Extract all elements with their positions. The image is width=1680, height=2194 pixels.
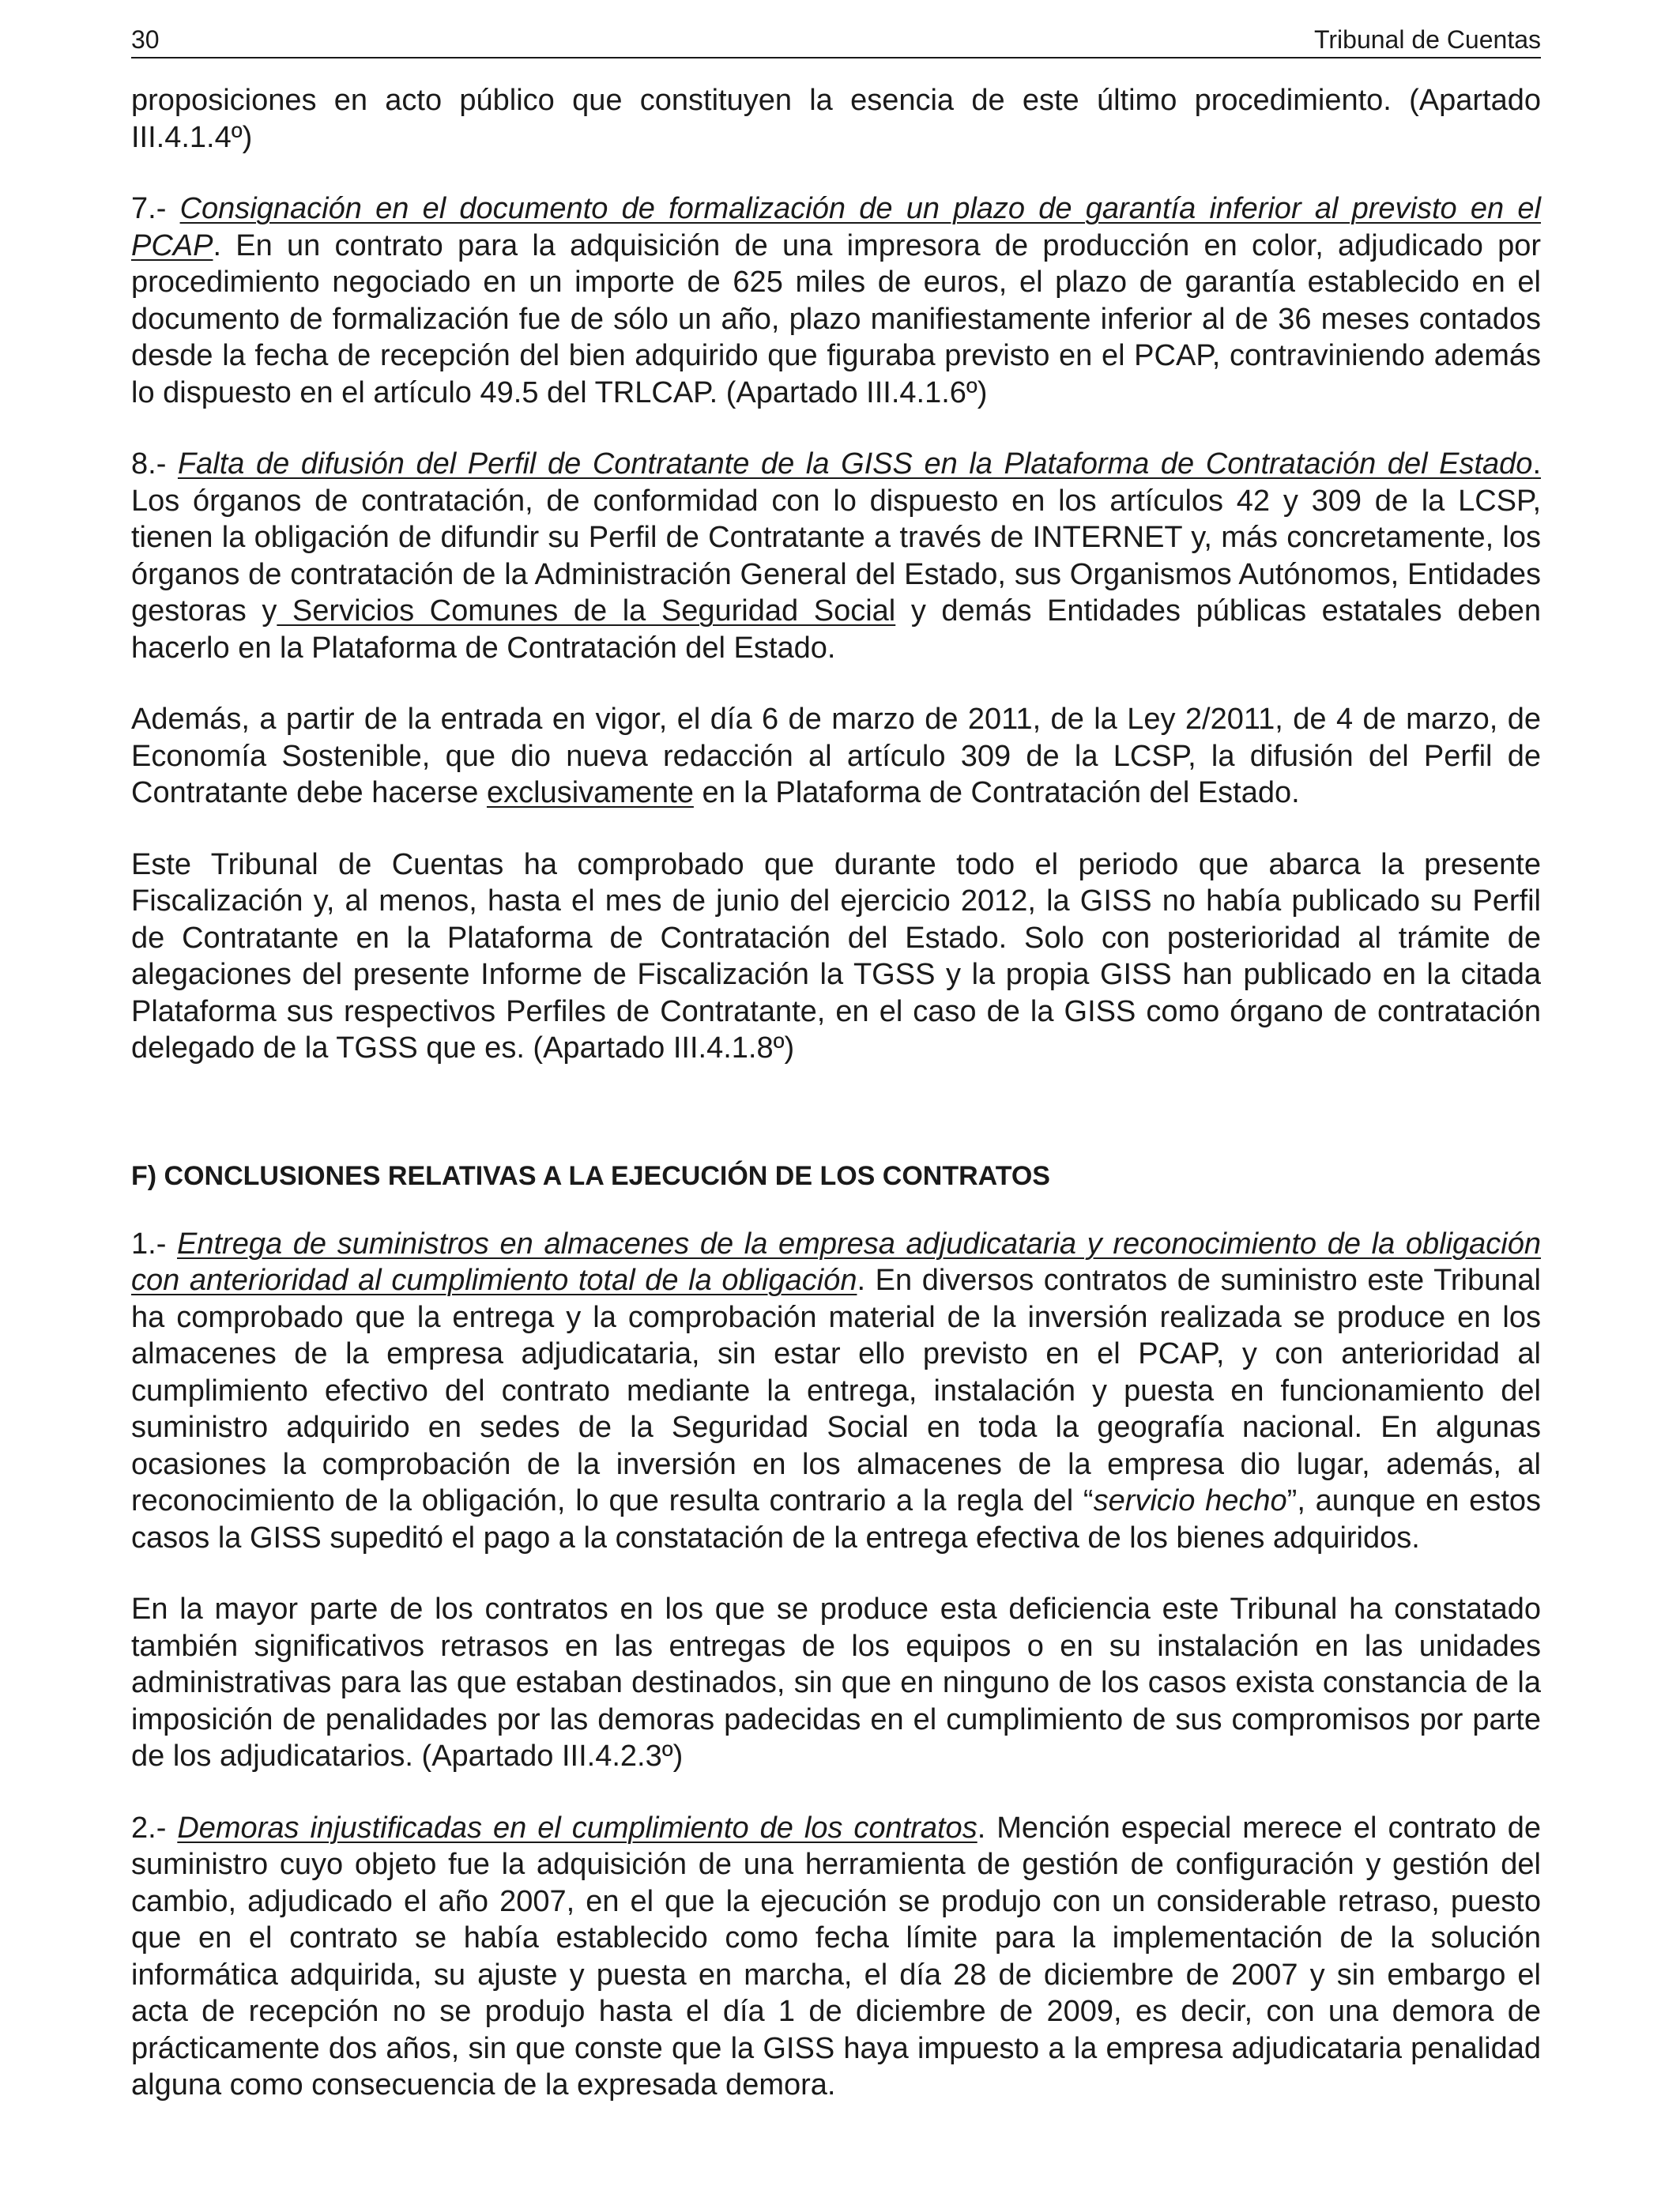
paragraph-tribunal-finding [131, 846, 1541, 1067]
publisher-name: Tribunal de Cuentas [1314, 25, 1541, 54]
document-page [131, 24, 1541, 2104]
paragraph-text: . En un contrato para la adquisición de una impresora de producción en color, adjudicado por procedimiento negociado en un importe de 625 miles de euros, el plazo de garantía establecido en el documento de formalización fue de sólo un año, plazo manifiestamente inferior al de 36 meses contados desde la fecha de recepción del bien adquirido que figuraba previsto en el PCAP, contraviniendo además lo dispuesto en el artículo 49.5 del TRLCAP. (Apartado III.4.1.6º) [131, 228, 1541, 409]
paragraph-item-8 [131, 446, 1541, 666]
paragraph-text: En la mayor parte de los contratos en los que se produce esta deficiencia este Tribunal ha constatado también significativos retrasos en las entregas de los equipos o en su instalación en las unidades administrativas para las que estaban destinados, sin que en ninguno de los casos exista constancia de la imposición de penalidades por las demoras padecidas en el cumplimiento de sus compromisos por parte de los adjudicatarios. (Apartado III.4.2.3º) [131, 1593, 1541, 1773]
paragraph-text: . En diversos contratos de suministro este Tribunal ha comprobado que la entrega y la comprobación material de la inversión realizada se produce en los almacenes de la empresa adjudicataria, sin estar ello previsto en el PCAP, y con anterioridad al cumplimiento efectivo del contrato mediante la entrega, instalación y puesta en funcionamiento del suministro adquirido en sedes de la Seguridad Social en toda la geografía nacional. En algunas ocasiones la comprobación de la inversión en los almacenes de la empresa dio lugar, además, al reconocimiento de la obligación, lo que resulta contrario a la regla del “ [131, 1264, 1541, 1517]
paragraph-text: . Mención especial merece el contrato de suministro cuyo objeto fue la adquisición de una herramienta de gestión de configuración y gestión del cambio, adjudicado el año 2007, en el que la ejecución se produjo con un considerable retraso, puesto que en el contrato se había establecido como fecha límite para la implementación de la solución informática adquirida, su ajuste y puesta en marcha, el día 28 de diciembre de 2007 y sin embargo el acta de recepción no se produjo hasta el día 1 de diciembre de 2009, es decir, con una demora de prácticamente dos años, sin que conste que la GISS haya impuesto a la empresa adjudicataria penalidad alguna como consecuencia de la expresada demora. [131, 1811, 1542, 2102]
item-number: 2.- [131, 1811, 178, 1845]
paragraph-text: en la Plataforma de Contratación del Estado. [693, 776, 1300, 809]
item-number: 7.- [131, 192, 180, 225]
paragraph-f-item-2 [131, 1810, 1541, 2104]
paragraph-f-item-1-continued [131, 1591, 1541, 1775]
paragraph-text: Los órganos de contratación, de conformidad con lo dispuesto en los artículos 42 y 309 de la LCSP, tienen la obligación de difundir su Perfil de Contratante a través de INTERNET y, más concretamente, los órganos de contratación de la Administración General del Estado, sus Organismos Autónomos, Entidades gestoras y [131, 484, 1541, 628]
running-header [131, 24, 1541, 58]
item-title: Entrega de suministros en almacenes de la empresa adjudicataria y reconocimiento de la obligación con anterioridad al cumplimiento total de la obligación [131, 1227, 1541, 1297]
paragraph-text: Este Tribunal de Cuentas ha comprobado que durante todo el periodo que abarca la presente Fiscalización y, al menos, hasta el mes de junio del ejercicio 2012, la GISS no había publicado su Perfil de Contratante en la Plataforma de Contratación del Estado. Solo con posterioridad al trámite de alegaciones del presente Informe de Fiscalización la TGSS y la propia GISS han publicado en la citada Plataforma sus respectivos Perfiles de Contratante, en el caso de la GISS como órgano de contratación delegado de la TGSS que es. (Apartado III.4.1.8º) [131, 847, 1541, 1065]
item-title: Demoras injustificadas en el cumplimiento de los contratos [177, 1811, 977, 1845]
item-title: Consignación en el documento de formalización de un plazo de garantía inferior al previsto en el PCAP [131, 192, 1541, 262]
page-number: 30 [131, 25, 160, 54]
italic-phrase: servicio hecho [1093, 1484, 1287, 1517]
paragraph-text: y demás Entidades públicas estatales deben hacerlo en la Plataforma de Contratación del Estado. [131, 594, 1541, 665]
paragraph-f-item-1 [131, 1226, 1541, 1557]
paragraph-text: Además, a partir de la entrada en vigor, el día 6 de marzo de 2011, de la Ley 2/2011, de 4 de marzo, de Economía Sostenible, que dio nueva redacción al artículo 309 de la LCSP, la difusión del Perfil de Contratante debe hacerse [131, 703, 1541, 809]
section-heading-f: F) CONCLUSIONES RELATIVAS A LA EJECUCIÓN DE LOS CONTRATOS [131, 1160, 1050, 1191]
paragraph-text: ”, aunque en estos casos la GISS supeditó el pago a la constatación de la entrega efectiva de los bienes adquiridos. [131, 1484, 1542, 1555]
paragraph-item-7 [131, 190, 1541, 411]
item-title: Falta de difusión del Perfil de Contratante de la GISS en la Plataforma de Contratación del Estado [177, 447, 1533, 481]
paragraph-continuation [131, 82, 1541, 156]
paragraph-economia-sostenible [131, 701, 1541, 812]
emphasis-exclusivamente: exclusivamente [486, 776, 694, 809]
item-number: 1.- [131, 1227, 178, 1261]
item-number: 8.- [131, 447, 178, 481]
item-title-dot: . [1532, 447, 1541, 481]
paragraph-text: proposiciones en acto público que constituyen la esencia de este último procedimiento. (Apartado III.4.1.4º) [131, 84, 1541, 154]
underlined-phrase: Servicios Comunes de la Seguridad Social [277, 594, 896, 628]
document-body [131, 82, 1541, 2104]
